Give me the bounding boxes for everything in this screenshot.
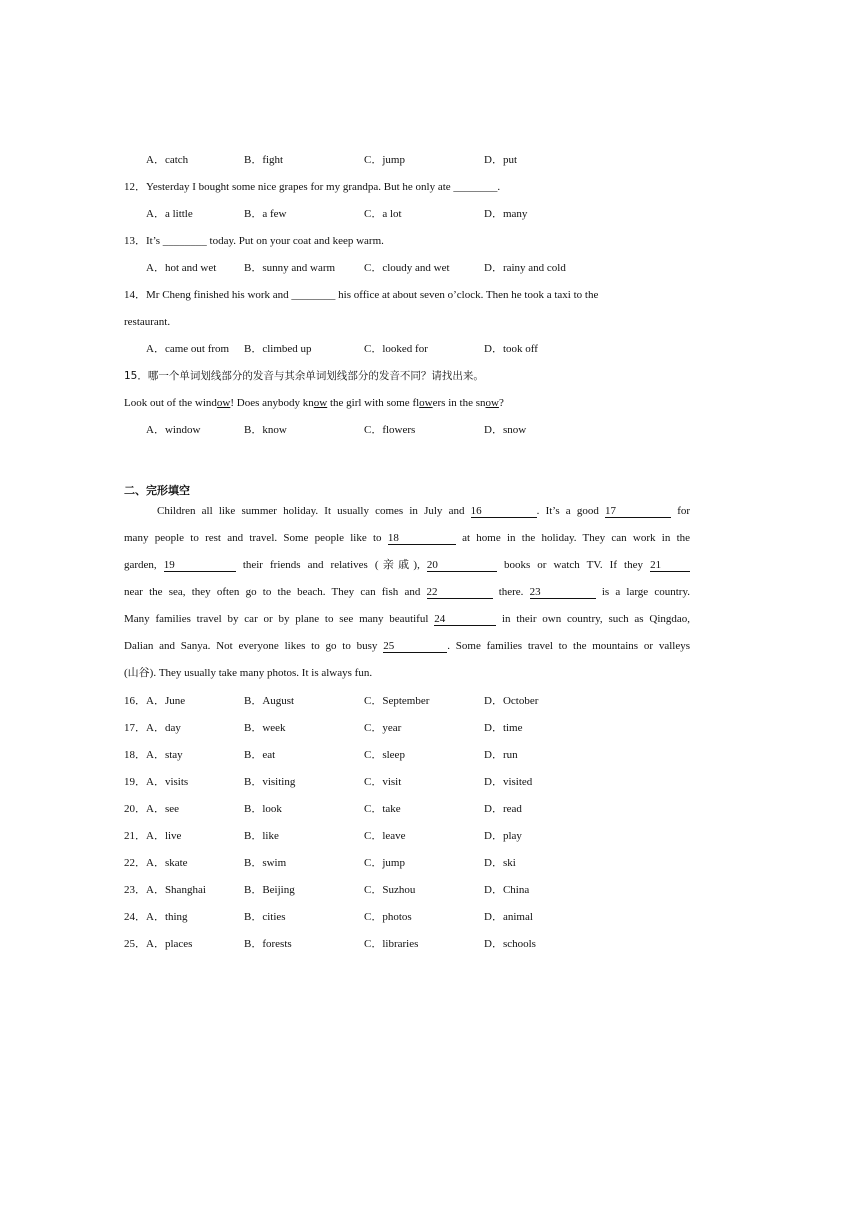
blank-17: 17: [605, 506, 671, 518]
option-b: B．week: [244, 722, 286, 734]
option-d: D．read: [484, 803, 522, 815]
cloze-question-row: [124, 910, 684, 924]
question-number: 18．: [124, 749, 146, 761]
question-number: 25．: [124, 938, 146, 950]
q15-underlined-ow: ow: [485, 397, 499, 409]
option-a: A．day: [146, 722, 181, 734]
passage-text: books or watch TV. If they: [503, 559, 643, 571]
option-d: D．play: [484, 830, 522, 842]
q15-stem: 15．哪一个单词划线部分的发音与其余单词划线部分的发音不同？请找出来。: [124, 370, 484, 382]
q13-option-d: D．rainy and cold: [484, 262, 566, 274]
q15-option-c: C．flowers: [364, 424, 416, 436]
passage-text: for: [677, 505, 691, 517]
option-c: C．Suzhou: [364, 884, 416, 896]
q14-options: [146, 342, 706, 356]
option-a: A．stay: [146, 749, 183, 761]
q14-stem-line2: restaurant.: [124, 316, 171, 328]
blank-21: 21: [650, 560, 690, 572]
passage-line: [124, 558, 690, 572]
option-d: D．time: [484, 722, 523, 734]
option-b: B．Beijing: [244, 884, 295, 896]
option-c: C．leave: [364, 830, 406, 842]
passage-line: [124, 531, 690, 545]
passage-line: [157, 504, 690, 518]
q15-sentence-part: ?: [498, 397, 504, 409]
blank-19: 19: [164, 560, 236, 572]
q15-sentence-part: Look out of the wind: [124, 397, 217, 409]
blank-24: 24: [434, 614, 496, 626]
option-d: D．ski: [484, 857, 516, 869]
section-heading: 二、完形填空: [124, 484, 190, 497]
blank-25: 25: [383, 641, 447, 653]
question-number: 20．: [124, 803, 146, 815]
q12-option-d: D．many: [484, 208, 528, 220]
option-d: D．China: [484, 884, 530, 896]
cloze-question-row: [124, 829, 684, 843]
q15-underlined-ow: ow: [216, 397, 231, 409]
q14-option-a: A．came out from: [146, 343, 230, 355]
question-number: 17．: [124, 722, 146, 734]
passage-text: in their own country, such as Qingdao,: [502, 613, 691, 625]
cloze-question-row: [124, 748, 684, 762]
q14-stem-line1: 14．Mr Cheng finished his work and ________ his office at about seven o’clock. Then he took a taxi to the: [124, 289, 599, 301]
option-d: D．October: [484, 695, 539, 707]
option-a: A．June: [146, 695, 186, 707]
option-a: A．live: [146, 830, 182, 842]
passage-line: [124, 585, 690, 599]
option-c: C．libraries: [364, 938, 419, 950]
option-c: C．photos: [364, 911, 412, 923]
option-b: B．visiting: [244, 776, 296, 788]
passage-text: garden,: [124, 559, 157, 571]
passage-text: there.: [498, 586, 524, 598]
q13-options: [146, 261, 706, 275]
option-b: B．swim: [244, 857, 287, 869]
option-b: B．cities: [244, 911, 286, 923]
passage-text: . It’s a good: [536, 505, 599, 517]
question-number: 19．: [124, 776, 146, 788]
option-a: A．skate: [146, 857, 188, 869]
option-d: D．run: [484, 749, 518, 761]
cloze-question-row: [124, 721, 684, 735]
q12-option-a: A．a little: [146, 208, 193, 220]
q15-sentence: [124, 396, 504, 410]
passage-text: at home in the holiday. They can work in the: [462, 532, 691, 544]
q15-underlined-ow: ow: [313, 397, 328, 409]
blank-16: 16: [471, 506, 537, 518]
option-c: C．year: [364, 722, 402, 734]
blank-18: 18: [388, 533, 456, 545]
passage-text: Children all like summer holiday. It usually comes in July and: [157, 505, 465, 517]
q15-option-b: B．know: [244, 424, 287, 436]
passage-line: [124, 639, 690, 653]
q14-option-d: D．took off: [484, 343, 538, 355]
option-b: B．eat: [244, 749, 276, 761]
q11-option-b: B．fight: [244, 154, 284, 166]
q11-options: [146, 153, 706, 167]
option-d: D．animal: [484, 911, 533, 923]
passage-text: Dalian and Sanya. Not everyone likes to go to busy: [124, 640, 378, 652]
passage-text: . Some families travel to the mountains or valleys: [447, 640, 690, 652]
cloze-question-row: [124, 883, 684, 897]
q11-option-c: C．jump: [364, 154, 405, 166]
passage-text: their friends and relatives (亲戚),: [242, 559, 420, 571]
option-a: A．places: [146, 938, 193, 950]
q14-option-b: B．climbed up: [244, 343, 312, 355]
q15-options: [146, 423, 706, 437]
cloze-question-row: [124, 775, 684, 789]
passage-line: (山谷). They usually take many photos. It is always fun.: [124, 667, 373, 679]
passage-text: is a large country.: [601, 586, 690, 598]
q15-option-a: A．window: [146, 424, 201, 436]
option-a: A．see: [146, 803, 179, 815]
option-a: A．Shanghai: [146, 884, 206, 896]
q12-option-b: B．a few: [244, 208, 287, 220]
option-d: D．schools: [484, 938, 536, 950]
blank-20: 20: [427, 560, 497, 572]
q13-option-b: B．sunny and warm: [244, 262, 336, 274]
question-number: 23．: [124, 884, 146, 896]
question-number: 24．: [124, 911, 146, 923]
option-b: B．like: [244, 830, 279, 842]
q12-stem: 12．Yesterday I bought some nice grapes for my grandpa. But he only ate ________.: [124, 181, 501, 193]
question-number: 21．: [124, 830, 146, 842]
option-d: D．visited: [484, 776, 533, 788]
passage-line: [124, 612, 690, 626]
q13-option-a: A．hot and wet: [146, 262, 217, 274]
question-number: 22．: [124, 857, 146, 869]
option-c: C．September: [364, 695, 430, 707]
q12-option-c: C．a lot: [364, 208, 402, 220]
passage-text: near the sea, they often go to the beach. They can fish and: [124, 586, 421, 598]
option-c: C．jump: [364, 857, 405, 869]
q11-option-a: A．catch: [146, 154, 189, 166]
cloze-question-row: [124, 856, 684, 870]
q12-options: [146, 207, 706, 221]
option-b: B．forests: [244, 938, 292, 950]
option-a: A．thing: [146, 911, 188, 923]
q13-option-c: C．cloudy and wet: [364, 262, 450, 274]
option-c: C．take: [364, 803, 401, 815]
passage-text: Many families travel by car or by plane to see many beautiful: [124, 613, 429, 625]
option-b: B．August: [244, 695, 295, 707]
q15-option-d: D．snow: [484, 424, 527, 436]
cloze-question-row: [124, 694, 684, 708]
option-b: B．look: [244, 803, 282, 815]
q11-option-d: D．put: [484, 154, 517, 166]
cloze-question-row: [124, 802, 684, 816]
q13-stem: 13．It’s ________ today. Put on your coat and keep warm.: [124, 235, 384, 247]
option-c: C．sleep: [364, 749, 405, 761]
q14-option-c: C．looked for: [364, 343, 428, 355]
q15-sentence-part: the girl with some fl: [327, 397, 420, 409]
q15-sentence-part: ! Does anybody kn: [230, 397, 314, 409]
option-a: A．visits: [146, 776, 189, 788]
option-c: C．visit: [364, 776, 402, 788]
passage-text: many people to rest and travel. Some people like to: [124, 532, 382, 544]
q15-underlined-ow: ow: [419, 397, 433, 409]
blank-22: 22: [427, 587, 493, 599]
question-number: 16．: [124, 695, 146, 707]
blank-23: 23: [530, 587, 596, 599]
cloze-question-row: [124, 937, 684, 951]
q15-sentence-part: ers in the sn: [432, 397, 486, 409]
